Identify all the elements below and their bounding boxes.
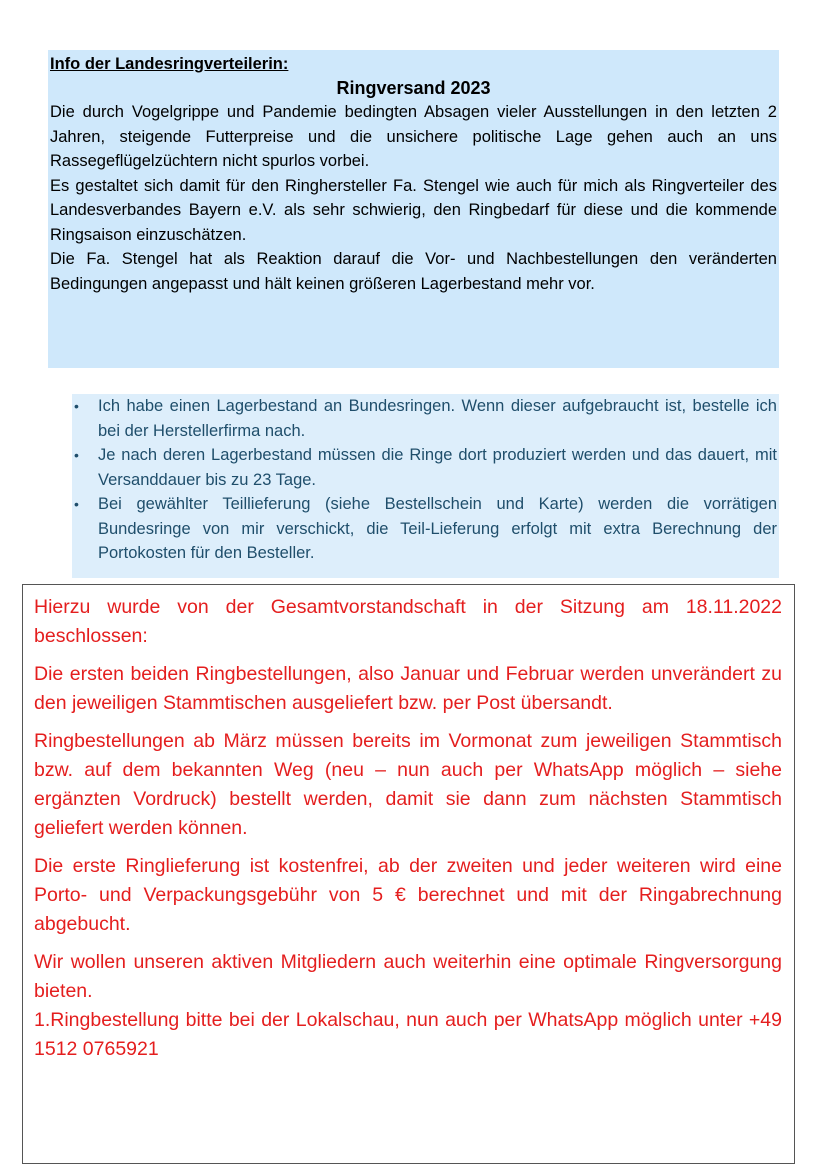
bullet-list-box: [72, 394, 779, 578]
info-paragraph: Die Fa. Stengel hat als Reaktion darauf die Vor- und Nachbestellungen den veränderten Bedingungen angepasst und hält keinen größeren Lagerbestand mehr vor.: [50, 250, 777, 293]
list-item: [72, 443, 777, 492]
list-item-text: Bei gewählter Teillieferung (siehe Bestellschein und Karte) werden die vorrätigen Bundesringe von mir verschickt, die Teil-Lieferung erfolgt mit extra Berechnung der Portokosten für den Besteller.: [98, 495, 777, 562]
list-item: [72, 492, 777, 566]
list-item-text: Ich habe einen Lagerbestand an Bundesringen. Wenn dieser aufgebraucht ist, bestelle ich bei der Herstellerfirma nach.: [98, 397, 777, 440]
decision-paragraph: Ringbestellungen ab März müssen bereits im Vormonat zum jeweiligen Stammtisch bzw. auf dem bekannten Weg (neu – nun auch per WhatsApp möglich – siehe ergänzten Vordruck) bestellt werden, damit sie dann zum nächsten Stammtisch geliefert werden können.: [34, 730, 782, 839]
list-item: [72, 394, 777, 443]
decision-final-line: 1.Ringbestellung bitte bei der Lokalschau, nun auch per WhatsApp möglich unter +49 1512 0765921: [34, 1009, 782, 1060]
decision-box: [22, 584, 795, 1164]
decision-paragraph: Hierzu wurde von der Gesamtvorstandschaft in der Sitzung am 18.11.2022 beschlossen:: [34, 596, 782, 647]
info-paragraph: Die durch Vogelgrippe und Pandemie bedingten Absagen vieler Ausstellungen in den letzten 2 Jahren, steigende Futterpreise und die unsichere politische Lage gehen auch an uns Rassegeflügelzüchtern nicht spurlos vorbei.: [50, 103, 777, 170]
bullet-list: [72, 394, 777, 566]
info-heading: Info der Landesringverteilerin:: [50, 55, 289, 73]
decision-paragraph: Wir wollen unseren aktiven Mitgliedern auch weiterhin eine optimale Ringversorgung bieten.: [34, 951, 782, 1002]
info-paragraph: Es gestaltet sich damit für den Ringhersteller Fa. Stengel wie auch für mich als Ringverteiler des Landesverbandes Bayern e.V. als sehr schwierig, den Ringbedarf für diese und die kommende Ringsaison einzuschätzen.: [50, 176, 777, 244]
info-title: Ringversand 2023: [336, 78, 491, 98]
decision-paragraph: Die erste Ringlieferung ist kostenfrei, ab der zweiten und jeder weiteren wird eine Porto- und Verpackungsgebühr von 5 € berechnet und mit der Ringabrechnung abgebucht.: [34, 855, 782, 935]
bullet-icon: •: [74, 447, 79, 463]
info-box: [48, 50, 779, 368]
list-item-text: Je nach deren Lagerbestand müssen die Ringe dort produziert werden und das dauert, mit Versanddauer bis zu 23 Tage.: [98, 446, 777, 489]
bullet-icon: •: [74, 496, 79, 512]
decision-paragraph: Die ersten beiden Ringbestellungen, also Januar und Februar werden unverändert zu den jeweiligen Stammtischen ausgeliefert bzw. per Post übersandt.: [34, 663, 782, 714]
bullet-icon: •: [74, 398, 79, 414]
